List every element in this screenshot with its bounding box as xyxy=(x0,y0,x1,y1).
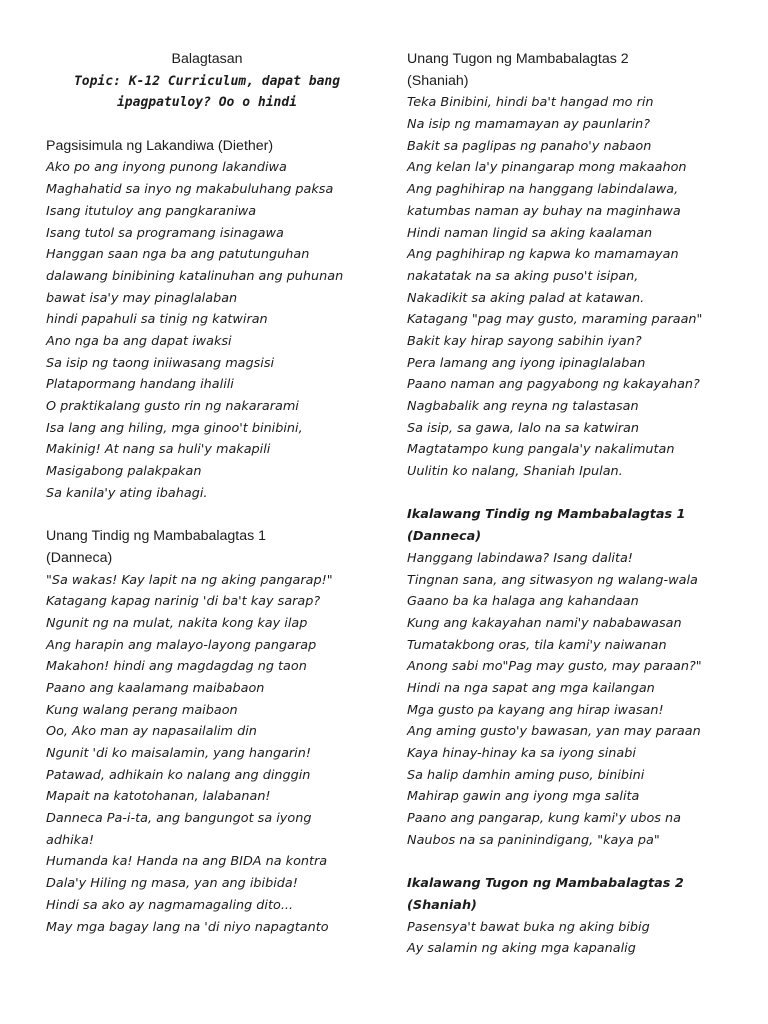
verse-line: "Sa wakas! Kay lapit na ng aking pangarap!" xyxy=(46,572,333,588)
verse-line: Makinig! At nang sa huli'y makapili xyxy=(46,442,271,458)
verse-line: Katagang kapag narinig 'di ba't kay sarap? xyxy=(46,594,321,610)
verse-block xyxy=(407,548,732,852)
verse-line: Ngunit 'di ko maisalamin, yang hangarin! xyxy=(46,746,311,761)
section-heading: Ikalawang Tugon ng Mambabalagtas 2 xyxy=(407,876,684,892)
verse-line: Paano ang kaalamang maibabaon xyxy=(46,680,265,696)
verse-line: Mga gusto pa kayang ang hirap iwasan! xyxy=(407,702,664,718)
verse-line: Isang tutol sa programang isinagawa xyxy=(46,225,284,241)
verse-line: Pasensya't bawat buka ng aking bibig xyxy=(407,919,650,935)
verse-line: Humanda ka! Handa na ang BIDA na kontra xyxy=(46,854,328,870)
document-title: Balagtasan xyxy=(171,51,243,67)
verse-block xyxy=(407,179,732,222)
verse-line: Naubos na sa paninindigang, "kaya pa" xyxy=(407,832,660,848)
verse-line: Hindi sa ako ay nagmamagaling dito... xyxy=(46,897,294,913)
topic-line-2: ipagpatuloy? Oo o hindi xyxy=(116,95,297,111)
verse-line: Bakit sa paglipas ng panaho'y nabaon xyxy=(407,138,652,154)
verse-line: Katagang "pag may gusto, maraming paraan" xyxy=(407,312,703,328)
verse-line: May mga bagay lang na 'di niyo napagtanto xyxy=(46,919,329,935)
verse-line: Patawad, adhikain ko nalang ang dinggin xyxy=(46,767,311,783)
spacer xyxy=(46,504,368,526)
verse-line: Kung ang kakayahan nami'y nababawasan xyxy=(407,615,682,631)
verse-line: Teka Binibini, hindi ba't hangad mo rin xyxy=(407,95,654,111)
verse-block xyxy=(407,92,732,179)
verse-block xyxy=(407,223,732,483)
spacer xyxy=(407,483,732,505)
verse-line: Hindi naman lingid sa aking kaalaman xyxy=(407,225,653,241)
verse-line: Danneca Pa-i-ta, ang bangungot sa iyong xyxy=(46,811,312,827)
section-heading-speaker: (Shaniah) xyxy=(407,72,469,89)
verse-line: Na isip ng mamamayan ay paunlarin? xyxy=(407,117,651,133)
verse-line: Ang aming gusto'y bawasan, yan may paraan xyxy=(407,724,701,740)
verse-line: Kung walang perang maibaon xyxy=(46,702,238,718)
section-heading: Ikalawang Tindig ng Mambabalagtas 1 xyxy=(407,507,686,523)
verse-line: O praktikalang gusto rin ng nakararami xyxy=(46,399,299,414)
verse-line: Mapait na katotohanan, lalabanan! xyxy=(46,789,271,805)
verse-line: Sa halip damhin aming puso, binibini xyxy=(407,767,645,783)
verse-line: Makahon! hindi ang magdagdag ng taon xyxy=(46,659,307,675)
verse-line: hindi papahuli sa tinig ng katwiran xyxy=(46,312,268,328)
verse-line: Plataporma​ng handang ihalili xyxy=(46,377,234,393)
verse-line: Gaano ba ka halaga ang kahandaan xyxy=(407,594,639,610)
verse-line: Ang harapin ang malayo-layong pangarap xyxy=(46,637,317,653)
spacer xyxy=(407,851,732,873)
section-heading-speaker: (Shaniah) xyxy=(407,897,477,913)
verse-line: Ay salamin ng aking mga kapanalig xyxy=(407,941,636,957)
verse-line: Masigabong palakpakan xyxy=(46,464,202,480)
verse-line: Maghahatid sa inyo ng makabuluhang paksa xyxy=(46,182,334,198)
verse-line: Magtatampo kung pangala'y nakalimutan xyxy=(407,442,675,458)
verse-line: Ang paghihirap ng kapwa ko mamamayan xyxy=(407,247,679,263)
verse-line: Hanggan saan nga ba ang patutunguhan xyxy=(46,247,310,263)
verse-line: Ngunit ng na mulat, nakita kong kay ilap xyxy=(46,615,308,631)
verse-line: Sa isip ng taong iniiwasang magsisi xyxy=(46,355,275,371)
verse-line: Isa lang ang hiling, mga ginoo't binibini, xyxy=(46,420,303,436)
verse-line: Dala'y Hiling ng masa, yan ang ibibida! xyxy=(46,876,298,892)
verse-line: Mahirap gawin ang iyong mga salita xyxy=(407,789,640,805)
section-heading: Unang Tugon ng Mambabalagtas 2 xyxy=(407,51,629,67)
verse-line: Isang itutuloy ang pangkaraniwa xyxy=(46,203,257,219)
verse-block xyxy=(407,917,732,960)
left-column xyxy=(46,49,368,938)
verse-line: Ano nga ba ang dapat iwaksi xyxy=(46,333,232,349)
verse-line: Bakit kay hirap sayong sabihin iyan? xyxy=(407,333,642,349)
verse-line: nakatatak na sa aking puso't isipan, xyxy=(407,268,639,284)
spacer xyxy=(46,114,368,136)
verse-line: adhika! xyxy=(46,832,95,848)
verse-line: Nakadikit sa aking palad at katawan. xyxy=(407,290,645,306)
verse-line: Ako po ang inyong punong lakandiwa xyxy=(46,160,287,176)
verse-line: Tingnan sana, ang sitwasyon ng walang-wala xyxy=(407,572,698,588)
verse-line: Nagbabalik ang reyna ng talastasan xyxy=(407,399,639,414)
verse-line: Pera lamang ang iyong ipinaglalaban xyxy=(407,355,646,371)
topic-line-1: Topic: K-12 Curriculum, dapat bang xyxy=(73,73,341,89)
right-column xyxy=(407,49,732,960)
verse-line: Paano naman ang pagyabong ng kakayahan? xyxy=(407,377,700,393)
verse-line: bawat isa'y may pinaglalaban xyxy=(46,290,238,306)
verse-line: Paano ang pangarap, kung kami'y ubos na xyxy=(407,811,681,827)
verse-line: Sa kanila'y ating ibahagi. xyxy=(46,485,208,501)
verse-line: Uulitin ko nalang, Shaniah Ipulan. xyxy=(407,464,623,480)
verse-line: katumbas naman ay buhay na maginhawa xyxy=(407,203,681,219)
verse-line: Anong sabi mo"Pag may gusto, may paraan?" xyxy=(407,659,702,675)
verse-line: Hanggang labindawa? Isang dalita! xyxy=(407,550,633,566)
verse-block xyxy=(46,570,368,939)
verse-line: Oo, Ako man ay napasailalim din xyxy=(46,724,257,740)
verse-block xyxy=(46,157,368,504)
verse-line: Ang kelan la'y pinangarap mong makaahon xyxy=(407,160,687,176)
verse-line: Kaya hinay-hinay ka sa iyong sinabi xyxy=(407,746,636,761)
section-heading: Pagsisimula ng Lakandiwa (Diether) xyxy=(46,137,274,154)
verse-line: Hindi na nga sapat ang mga kailangan xyxy=(407,680,655,696)
verse-line: Ang paghihirap na hanggang labindalawa, xyxy=(407,182,679,198)
section-heading: Unang Tindig ng Mambabalagtas 1 xyxy=(46,528,267,545)
verse-line: dalawang binibining katalinuhan ang puhunan xyxy=(46,268,344,284)
section-heading-speaker: (Danneca) xyxy=(46,549,113,566)
verse-line: Tumatakbong oras, tila kami'y naiwanan xyxy=(407,637,667,653)
verse-line: Sa isip, sa gawa, lalo na sa katwiran xyxy=(407,420,640,436)
section-heading-speaker: (Danneca) xyxy=(407,529,482,545)
